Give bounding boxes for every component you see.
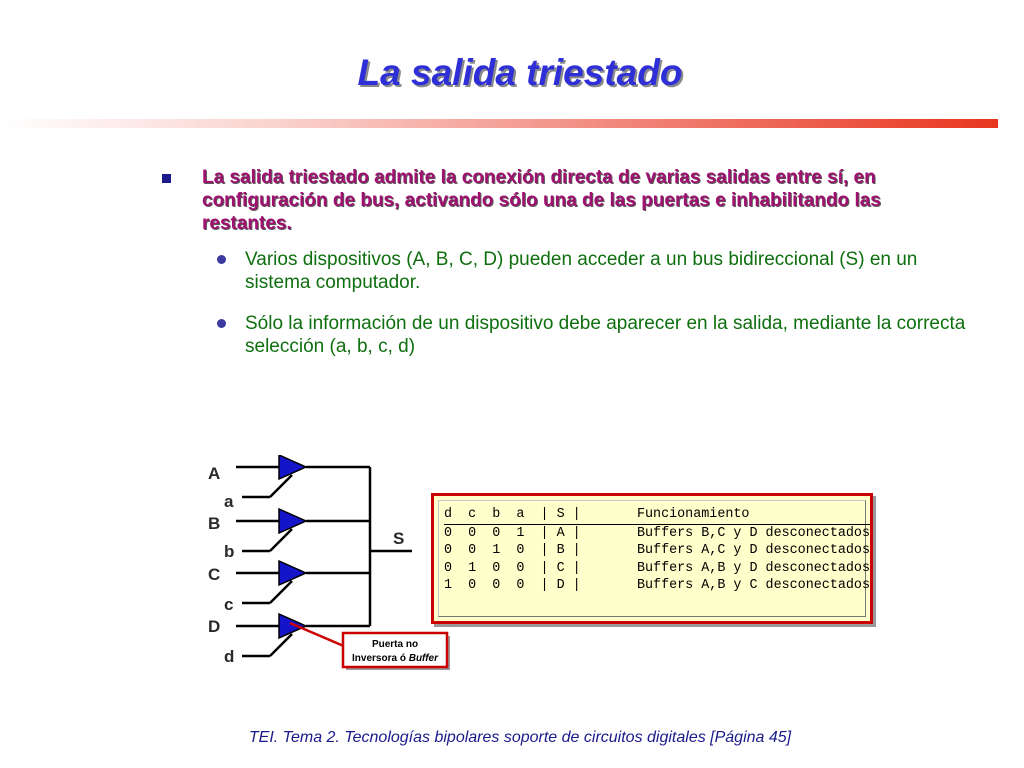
table-row: 0 0 1 0 | B | Buffers A,C y D desconectados	[444, 543, 871, 559]
buffer-triangle-icon	[279, 561, 306, 585]
buffer-gate-c	[208, 561, 370, 614]
input-label-c: C	[208, 565, 221, 584]
input-label-d: D	[208, 617, 221, 636]
title-divider	[0, 119, 998, 128]
header-s: S	[557, 506, 573, 524]
enable-label-b: b	[224, 542, 235, 561]
round-bullet-icon	[217, 255, 226, 264]
truth-table-panel	[431, 493, 873, 624]
header-d: d	[444, 506, 468, 524]
enable-label-d: d	[224, 647, 235, 666]
tristate-bus-diagram	[200, 455, 460, 680]
table-row: 0 0 0 1 | A | Buffers B,C y D desconectados	[444, 525, 871, 541]
buffer-triangle-icon	[279, 509, 306, 533]
sub-bullet-text-2: Sólo la información de un dispositivo debe aparecer en la salida, mediante la correcta selección (a, b, c, d)	[245, 313, 966, 357]
output-label: S	[393, 529, 405, 548]
slide-title: La salida triestado	[357, 52, 683, 93]
header-funcionamiento: Funcionamiento	[637, 506, 870, 524]
enable-label-a: a	[224, 492, 234, 511]
main-bullet-text: La salida triestado admite la conexión directa de varias salidas entre sí, en configuración de bus, activando sólo una de las puertas e inhabilitando las restantes.	[202, 167, 881, 234]
slide-footer: TEI. Tema 2. Tecnologías bipolares soporte de circuitos digitales [Página 45]	[248, 729, 792, 746]
table-row: 1 0 0 0 | D | Buffers A,B y C desconectados	[444, 578, 871, 594]
callout-line-1: Puerta no	[371, 639, 419, 650]
square-bullet-icon	[162, 174, 171, 183]
input-label-a: A	[208, 464, 221, 483]
buffer-triangle-icon	[279, 455, 306, 479]
header-a: a	[516, 506, 540, 524]
header-b: b	[492, 506, 516, 524]
buffer-triangle-icon	[279, 614, 306, 638]
buffer-gate-b	[208, 509, 370, 561]
buffer-callout	[343, 633, 450, 670]
round-bullet-icon	[217, 319, 226, 328]
sub-bullet-text-1: Varios dispositivos (A, B, C, D) pueden acceder a un bus bidireccional (S) en un sistema computador.	[245, 249, 918, 293]
truth-table-header: d c b a | S | Funcionamiento	[444, 506, 870, 524]
table-row: 0 1 0 0 | C | Buffers A,B y D desconectados	[444, 560, 871, 576]
buffer-gate-a	[208, 455, 370, 511]
header-c: c	[468, 506, 492, 524]
enable-label-c: c	[224, 595, 234, 614]
callout-line-2: Inversora ó Buffer	[352, 653, 438, 664]
truth-table	[444, 506, 870, 595]
input-label-b: B	[208, 514, 221, 533]
